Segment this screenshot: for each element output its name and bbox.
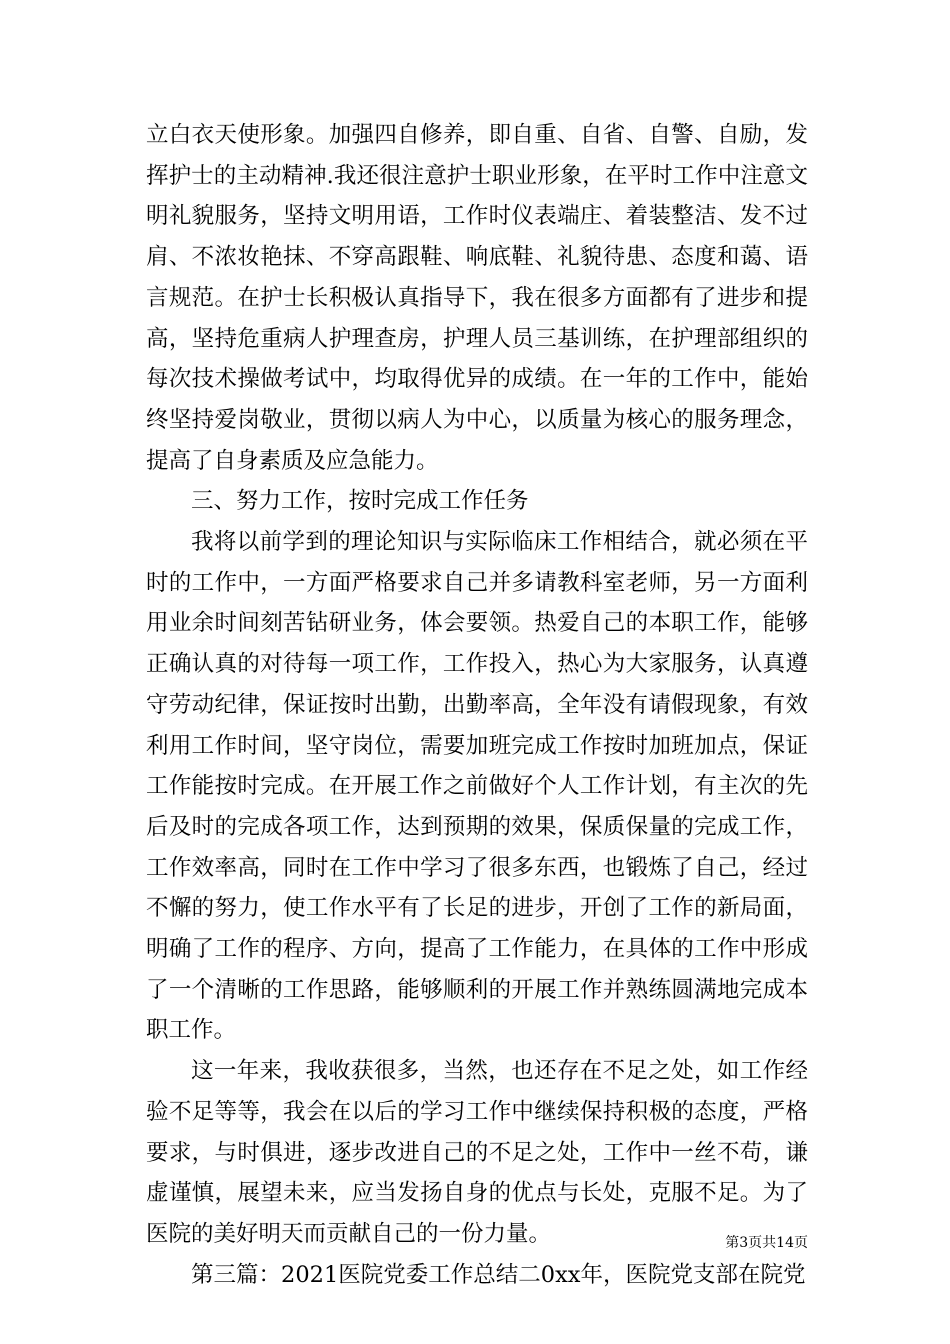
body-paragraph-1: 立白衣天使形象。加强四自修养，即自重、自省、自警、自励，发挥护士的主动精神.我还很注意护士职业形象，在平时工作中注意文明礼貌服务，坚持文明用语，工作时仪表端庄、着装整洁、发不过肩、不浓妆艳抹、不穿高跟鞋、响底鞋、礼貌待患、态度和蔼、语言规范。在护士长积极认真指导下，我在很多方面都有了进步和提高，坚持危重病人护理查房，护理人员三基训练，在护理部组织的每次技术操做考试中，均取得优异的成绩。在一年的工作中，能始终坚持爱岗敬业，贯彻以病人为中心，以质量为核心的服务理念，提高了自身素质及应急能力。 [146, 122, 808, 474]
page-number-footer: 第3页共14页 [725, 1235, 808, 1251]
section-heading-3: 三、努力工作，按时完成工作任务 [191, 488, 529, 515]
body-paragraph-4: 第三篇：2021医院党委工作总结二0xx年，医院党支部在院党 [191, 1261, 806, 1288]
body-paragraph-3: 这一年来，我收获很多，当然，也还存在不足之处，如工作经验不足等等，我会在以后的学习工作中继续保持积极的态度，严格要求，与时俱进，逐步改进自己的不足之处，工作中一丝不苟，谦虚谨慎，展望未来，应当发扬自身的优点与长处，克服不足。为了医院的美好明天而贡献自己的一份力量。 [146, 1058, 808, 1247]
body-paragraph-2: 我将以前学到的理论知识与实际临床工作相结合，就必须在平时的工作中，一方面严格要求自己并多请教科室老师，另一方面利用业余时间刻苦钻研业务，体会要领。热爱自己的本职工作，能够正确认真的对待每一项工作，工作投入，热心为大家服务，认真遵守劳动纪律，保证按时出勤，出勤率高，全年没有请假现象，有效利用工作时间，坚守岗位，需要加班完成工作按时加班加点，保证工作能按时完成。在开展工作之前做好个人工作计划，有主次的先后及时的完成各项工作，达到预期的效果，保质保量的完成工作，工作效率高，同时在工作中学习了很多东西，也锻炼了自己，经过不懈的努力，使工作水平有了长足的进步，开创了工作的新局面，明确了工作的程序、方向，提高了工作能力，在具体的工作中形成了一个清晰的工作思路，能够顺利的开展工作并熟练圆满地完成本职工作。 [146, 529, 808, 1044]
document-body [146, 115, 808, 1295]
